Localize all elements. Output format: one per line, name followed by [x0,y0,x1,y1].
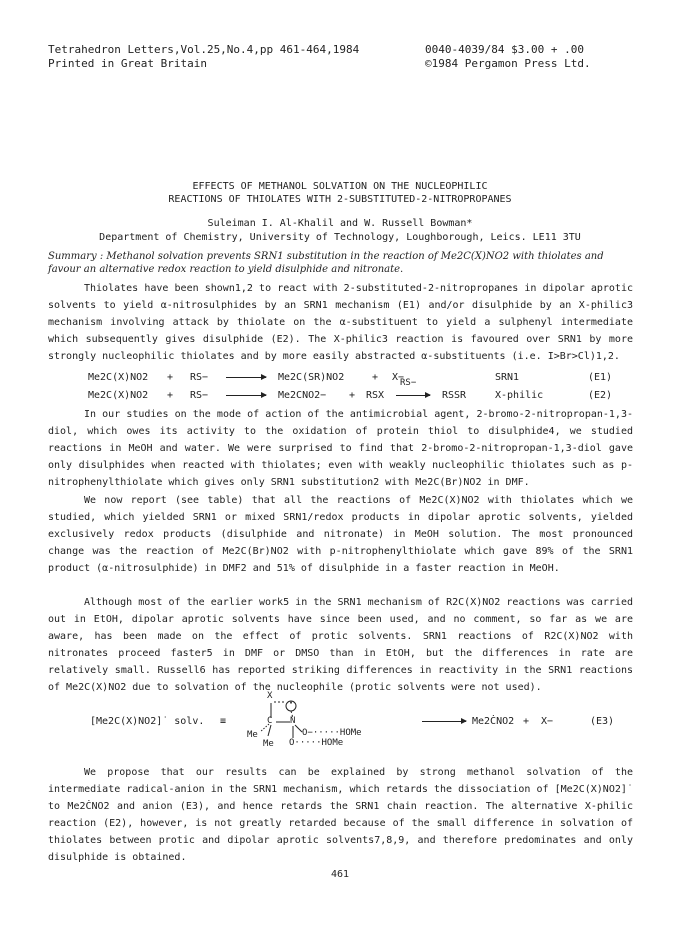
equation-e3-product: Me2ĊNO2 [472,716,515,727]
issn-code: 0040-4039/84 $3.00 + .00 [425,43,584,56]
equation-e1-anion: X− [392,372,405,383]
equation-e1-product: Me2C(SR)NO2 [278,372,345,383]
oxygen-1-solvated: O−·····HOMe [302,728,362,738]
equation-e2-label: (E2) [588,390,613,401]
journal-line-2: Printed in Great Britain [48,57,207,70]
copyright-block [425,43,591,71]
title-line-1: EFFECTS OF METHANOL SOLVATION ON THE NUCLEOPHILIC [192,181,488,192]
reaction-arrow-icon [396,395,430,396]
equation-e2-final: RSSR [442,390,467,401]
page-number: 461 [330,869,350,880]
radical-dot: · [288,698,295,709]
paragraph-1-text: Thiolates have been shown1,2 to react with 2-substituted-2-nitropropanes in dipolar aprotic solvents to yield α-nitrosulphides by an SRN1 mechanism (E1) and/or disulphide by an X-philic3 mechanism involving attack by thiolate on the α-substituent to yield a sulphenyl intermediate which subsequently gives disulphide (E2). The X-philic3 reaction is favoured over SRN1 by more strongly nucleophilic thiolates and by more easily abstracted α-substituents (i.e. I>Br>Cl)1,2. [48,283,633,363]
equation-e2-plus: + [167,390,174,401]
equation-e3-left: [Me2C(X)NO2]˙ solv. [90,716,205,727]
equation-e2-plus-2: + [349,390,356,401]
paragraph-4-text: Although most of the earlier work5 in the SRN1 mechanism of R2C(X)NO2 reactions was carried out in EtOH, dipolar aprotic solvents have since been used, and no comment, so far as we are aware, has been made on the effect of protic solvents. SRN1 reactions of R2C(X)NO2 with nitronates proceed faster5 in DMF or DMSO than in EtOH, but the differences in rate are relatively small. Russell6 has reported striking differences in reactivity in the SRN1 reactions of Me2C(X)NO2 due to solvation of the nucleophile (protic solvents were not used). [48,597,633,694]
summary-label: Summary : [48,251,104,262]
central-carbon: C [267,716,273,726]
equation-e1-label: (E1) [588,372,613,383]
equation-e1-reactant: Me2C(X)NO2 [88,372,149,383]
equation-e3-plus: + [523,716,530,727]
paragraph-2-text: In our studies on the mode of action of the antimicrobial agent, 2-bromo-2-nitropropan-1,3-diol, which owes its activity to the oxidation of protein thiol to disulphide4, we studied reactions in MeOH and water. We were surprised to find that 2-bromo-2-nitropropan-1,3-diol gave only disulphides when reacted with thiolates; even with weakly nucleophilic thiolates such as p-nitrophenylthiolate which gives only SRN1 substitution2 with Me2C(Br)NO2 in DMF. [48,409,633,489]
equation-e2-arrow-2 [392,390,434,401]
equation-e1-mechanism: SRN1 [495,372,520,383]
summary-text: Methanol solvation prevents SRN1 substitution in the reaction of Me2C(X)NO2 with thiolates and favour an alternative redox reaction to yield disulphide and nitronate. [48,251,604,275]
equation-e2-mechanism: X-philic [495,390,544,401]
reaction-arrow-icon [226,377,266,378]
paragraph-1 [48,280,633,365]
solvated-radical-anion-structure [238,692,388,752]
c-me-bond [268,725,271,736]
paragraph-3-text: We now report (see table) that all the reactions of Me2C(X)NO2 with thiolates which we studied, which yielded SRN1 or mixed SRN1/redox products in dipolar aprotic solvents, yielded exclusively redox products (disulphide and nitronate) in MeOH solution. The most pronounced change was the reaction of Me2C(Br)NO2 with p-nitrophenylthiolate which gave 89% of the SRN1 product (α-nitrosulphide) in DMF2 and 51% of disulphide in a faster reaction in MeOH. [48,495,633,575]
summary [48,250,638,276]
reaction-arrow-icon [422,721,466,722]
article-title [0,180,680,206]
substituent-x: X [267,691,273,701]
equation-e3-arrow [418,716,470,727]
journal-citation [48,43,359,71]
equation-e3-label: (E3) [590,716,615,727]
equation-e2-arrow-label: RS− [400,378,417,388]
paragraph-3 [48,492,633,577]
paragraph-5-text: We propose that our results can be explained by strong methanol solvation of the intermediate radical-anion in the SRN1 mechanism, which retards the dissociation of [Me2C(X)NO2]˙ to Me2ĊNO2 and anion (E3), and hence retards the SRN1 chain reaction. The alternative X-philic reaction (E2), however, is not greatly retarded because of the small difference in solvation of thiolates between protic and dipolar aprotic solvents7,8,9, and therefore predominates and only disulphide is obtained. [48,767,633,864]
equation-e2-reactant: Me2C(X)NO2 [88,390,149,401]
paragraph-2 [48,406,633,491]
equation-e2-arrow [222,390,270,401]
equation-e1-nucleophile: RS− [190,372,209,383]
nitrogen: N [290,716,296,726]
equation-e3-anion: X− [541,716,554,727]
equation-e2-product: Me2CNO2− [278,390,327,401]
copyright-line: ©1984 Pergamon Press Ltd. [425,57,591,70]
oxygen-2-solvated: O·····HOMe [289,738,344,748]
journal-line-1: Tetrahedron Letters,Vol.25,No.4,pp 461-464,1984 [48,43,360,56]
equation-e1-arrow [222,372,270,383]
n-o-bond [295,725,302,732]
paragraph-4 [48,594,633,697]
methyl-2: Me [263,739,274,749]
title-line-2: REACTIONS OF THIOLATES WITH 2-SUBSTITUTED-2-NITROPROPANES [168,194,512,205]
reaction-arrow-icon [226,395,266,396]
equation-e3-equiv: ≡ [220,716,227,727]
paragraph-5 [48,764,633,867]
equation-e1-plus-2: + [372,372,379,383]
authors: Suleiman I. Al-Khalil and W. Russell Bowman* [207,218,473,229]
equation-e1-plus: + [167,372,174,383]
methyl-1: Me [247,730,258,740]
equation-e2-rsx: RSX [366,390,385,401]
affiliation: Department of Chemistry, University of Technology, Loughborough, Leics. LE11 3TU [99,232,581,243]
equation-e2-nucleophile: RS− [190,390,209,401]
